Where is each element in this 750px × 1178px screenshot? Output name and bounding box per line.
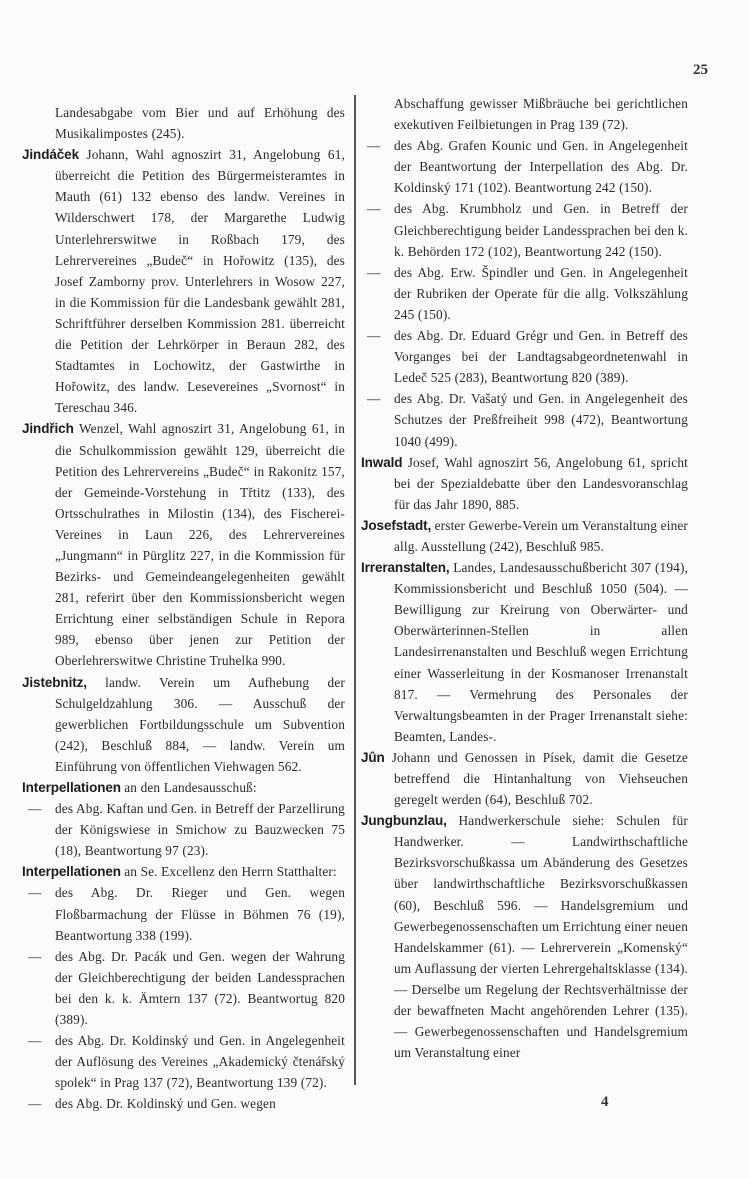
entry-heading: Jistebnitz,	[22, 674, 87, 690]
index-entry	[22, 861, 345, 882]
entry-text: an Se. Excellenz den Herrn Statthalter:	[124, 864, 337, 880]
entry-text: des Abg. Krumbholz und Gen. in Betreff der Gleichberechtigung beider Landessprachen bei den k. k. Behörden 172 (102), Beantwortung 242 (150).	[394, 201, 688, 259]
entry-text: des Abg. Dr. Koldinský und Gen. in Angelegenheit der Auflösung des Vereines „Akademický čtenářský spolek“ in Prag 137 (72), Beantwortung 139 (72).	[55, 1033, 345, 1091]
entry-text: des Abg. Grafen Kounic und Gen. in Angelegenheit der Beantwortung der Interpellation des Abg. Dr. Koldinský 171 (102). Beantwortung 242 (150).	[394, 138, 688, 196]
dash: —	[28, 948, 42, 964]
index-subentry	[22, 1030, 345, 1093]
index-entry	[361, 810, 688, 1063]
entry-text: Wenzel, Wahl agnoszirt 31, Angelobung 61, in die Schulkommission gewählt 129, überreicht die Petition des Lehrervereins „Budeč“ in Rakonitz 157, der Gemeinde-Vorstehung in Třtitz (133), des Ortsschulrathes in Milostin (134), des Fischerei-Vereines in Laun 226, des Lehrervereines „Jungmann“ in Pürglitz 227, in die Kommission für Bezirks- und Gemeindeangelegenheiten gewählt 281, referirt über den Kommissionsbericht wegen Errichtung einer selbständigen Schule in Repora 989, ebenso über jenen zur Petition der Oberlehrerswitwe Christine Truhelka 990.	[55, 421, 345, 669]
dash: —	[28, 1033, 42, 1049]
entry-text: landw. Verein um Aufhebung der Schulgeldzahlung 306. — Ausschuß der gewerblichen Fortbildungsschule um Subvention (242), Beschluß 884, — landw. Verein um Einführung von öffentlichen Viehwagen 562.	[55, 674, 345, 774]
index-entry-continuation	[361, 93, 688, 135]
entry-text: Johann und Genossen in Písek, damit die Gesetze betreffend die Hintanhaltung von Viehseuchen geregelt werden (64), Beschluß 702.	[391, 749, 688, 808]
entry-text: des Abg. Kaftan und Gen. in Betreff der Parzellirung der Königswiese in Smichow zu Bauzwecken 75 (18), Beantwortung 97 (23).	[55, 801, 345, 859]
entry-text: des Abg. Dr. Pacák und Gen. wegen der Wahrung der Gleichberechtigung der beiden Landessprachen bei den k. k. Ämtern 137 (72). Beantwortug 820 (389).	[55, 948, 345, 1028]
entry-heading: Jungbunzlau,	[361, 813, 447, 829]
index-subentry	[22, 1093, 345, 1114]
entry-heading: Jindřich	[22, 421, 74, 437]
entry-heading: Jûn	[361, 749, 385, 765]
index-entry	[22, 672, 345, 777]
index-entry	[22, 418, 345, 671]
index-entry	[361, 515, 688, 557]
left-column	[22, 102, 345, 1115]
entry-text: erster Gewerbe-Verein um Veranstaltung einer allg. Ausstellung (242), Beschluß 985.	[394, 517, 689, 554]
dash: —	[367, 201, 381, 217]
index-subentry	[361, 135, 688, 198]
dash: —	[367, 391, 381, 407]
dash: —	[28, 885, 42, 901]
index-entry	[22, 144, 345, 418]
index-subentry	[22, 946, 345, 1030]
index-subentry	[361, 388, 688, 451]
dash: —	[28, 1096, 42, 1112]
index-entry-continuation	[22, 102, 345, 144]
signature-mark: 4	[601, 1094, 609, 1110]
index-entry	[22, 777, 345, 798]
index-entry	[361, 747, 688, 810]
entry-heading: Jindáček	[22, 147, 79, 163]
entry-text: Johann, Wahl agnoszirt 31, Angelobung 61, überreicht die Petition des Bürgermeisteramtes in Mauth (61) 132 ebenso des landw. Vereines in Wilderschwert 178, der Margarethe Ludwig Unterlehrerswitwe in Roßbach 179, des Lehrervereines „Budeč“ in Hořowitz (135), des Josef Zamborny prov. Unterlehrers in Wosow 227, in die Kommission für die Landesbank gewählt 281, Schriftführer derselben Kommission 281. überreicht die Petition der Lehrkörper in Beraun 282, des Stadtamtes in Lochowitz, der Gastwirthe in Hořowitz, des landw. Lesevereines „Svornost“ in Tereschau 346.	[55, 147, 345, 416]
entry-text: des Abg. Dr. Rieger und Gen. wegen Floßbarmachung der Flüsse in Böhmen 76 (19), Beantwortung 338 (199).	[55, 885, 345, 943]
dash: —	[367, 264, 381, 280]
index-subentry	[361, 198, 688, 261]
index-subentry	[22, 798, 345, 861]
entry-text: Abschaffung gewisser Mißbräuche bei gerichtlichen exekutiven Feilbietungen in Prag 139 (72).	[394, 96, 688, 133]
entry-text: Landesabgabe vom Bier und auf Erhöhung des Musikalimpostes (245).	[55, 105, 345, 142]
entry-heading: Irreranstalten,	[361, 560, 450, 576]
entry-text: des Abg. Dr. Eduard Grégr und Gen. in Betreff des Vorganges bei der Landtagsabgeordnetenwahl in Ledeč 525 (283), Beantwortung 820 (389).	[394, 328, 688, 386]
entry-heading: Interpellationen	[22, 864, 121, 880]
dash: —	[28, 801, 42, 817]
entry-text: des Abg. Dr. Vašatý und Gen. in Angelegenheit des Schutzes der Preßfreiheit 998 (472), Beantwortung 1040 (499).	[394, 391, 688, 449]
entry-text: Landes, Landesausschußbericht 307 (194), Kommissionsbericht und Beschluß 1050 (504). — Bewilligung zur Kreirung von Oberwärter- und Oberwärterinnen-Stellen in allen Landesirrenanstalten und Beschluß wegen Errichtung einer Wasserleitung in der Kosmanoser Irrenanstalt 817. — Vermehrung des Personales der Verwaltungsbeamten in der Prager Irrenanstalt siehe: Beamten, Landes-.	[394, 560, 689, 744]
right-column	[361, 93, 688, 1063]
index-subentry	[22, 882, 345, 945]
dash: —	[367, 328, 381, 344]
dash: —	[367, 138, 381, 154]
entry-heading: Interpellationen	[22, 780, 121, 795]
index-entry	[361, 452, 688, 515]
column-divider	[354, 95, 356, 1085]
entry-heading: Inwald	[361, 454, 403, 470]
index-subentry	[361, 262, 688, 325]
entry-heading: Josefstadt,	[361, 517, 432, 533]
entry-text: des Abg. Erw. Špindler und Gen. in Angelegenheit der Rubriken der Operate für die allg. Volkszählung 245 (150).	[394, 264, 688, 322]
entry-text: Josef, Wahl agnoszirt 56, Angelobung 61, spricht bei der Spezialdebatte über den Landesvoranschlag für das Jahr 1890, 885.	[394, 454, 688, 512]
entry-text: des Abg. Dr. Koldinský und Gen. wegen	[55, 1096, 276, 1112]
index-entry	[361, 557, 688, 747]
entry-text: Handwerkerschule siehe: Schulen für Handwerker. — Landwirthschaftliche Bezirksvorschußkassa um Abänderung des Gesetzes über landwirthschaftliche Bezirksvorschußkassen (60), Beschluß 596. — Handelsgremium und Gewerbegenossenschaften um Errichtung einer neuen Handelskammer (61). — Lehrerverein „Komenský“ um Auflassung der vierten Lehrergehaltsklasse (134). — Derselbe um Regelung der Rechtsverhältnisse der der bewaffneten Macht angehörenden Lehrer (135). — Gewerbegenossenschaften und Handelsgremium um Veranstaltung einer	[394, 813, 688, 1061]
index-subentry	[361, 325, 688, 388]
page-number: 25	[693, 62, 708, 78]
entry-text: an den Landesausschuß:	[124, 780, 257, 795]
